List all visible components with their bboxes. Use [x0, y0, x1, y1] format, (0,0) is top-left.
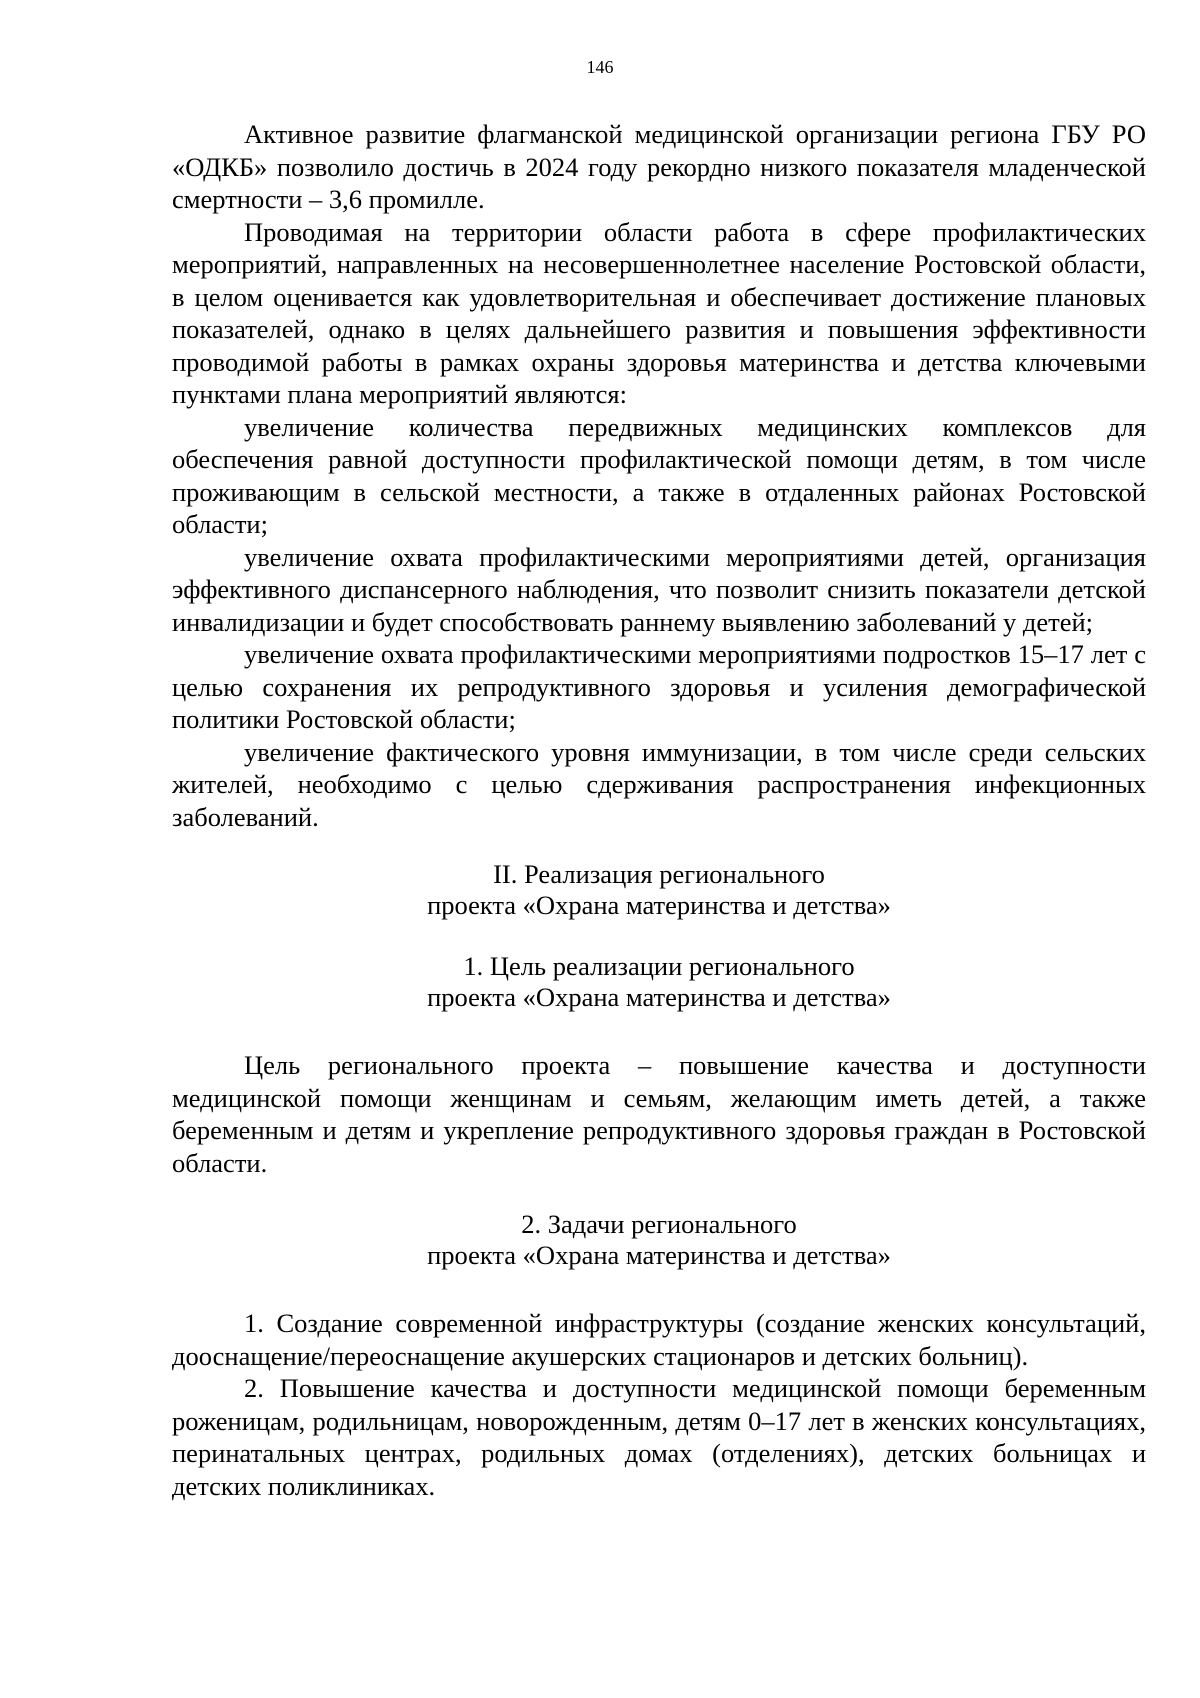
section-heading: [172, 859, 1146, 921]
task-item-quality: 2. Повышение качества и доступности медицинской помощи беременным роженицам, родильницам, новорожденным, детям 0–17 лет в женских консультациях, перинатальных центрах, родильных домах (отделениях), детских больницах и детских поликлиниках.: [172, 1373, 1146, 1501]
goal-heading: [172, 951, 1146, 1013]
paragraph-infant-mortality: Активное развитие флагманской медицинской организации региона ГБУ РО «ОДКБ» позволило достичь в 2024 году рекордно низкого показателя младенческой смертности – 3,6 промилле.: [172, 119, 1146, 214]
section-heading-line1: II. Реализация регионального: [493, 859, 825, 889]
task-item-infrastructure: 1. Создание современной инфраструктуры (создание женских консультаций, дооснащение/переоснащение акушерских стационаров и детских больниц).: [172, 1308, 1146, 1371]
list-item-immunization: увеличение фактического уровня иммунизации, в том числе среди сельских жителей, необходимо с целью сдерживания распространения инфекционных заболеваний.: [172, 736, 1146, 832]
list-item-children-coverage: увеличение охвата профилактическими мероприятиями детей, организация эффективного диспансерного наблюдения, что позволит снизить показатели детской инвалидизации и будет способствовать раннему выявлению заболеваний у детей;: [172, 541, 1146, 637]
tasks-heading-line1: 2. Задачи регионального: [521, 1209, 797, 1239]
goal-heading-line1: 1. Цель реализации регионального: [463, 951, 855, 981]
document-body: [172, 118, 1146, 1502]
page-number: 146: [586, 57, 614, 77]
tasks-heading: [172, 1209, 1146, 1271]
section-heading-line2: проекта «Охрана материнства и детства»: [427, 890, 891, 920]
list-item-mobile-complexes: увеличение количества передвижных медицинских комплексов для обеспечения равной доступности профилактической помощи детям, в том числе проживающим в сельской местности, а также в отдаленных районах Ростовской области;: [172, 411, 1146, 539]
goal-text: Цель регионального проекта – повышение качества и доступности медицинской помощи женщинам и семьям, желающим иметь детей, а также беременным и детям и укрепление репродуктивного здоровья граждан в Ростовской области.: [172, 1050, 1146, 1178]
goal-heading-line2: проекта «Охрана материнства и детства»: [427, 982, 891, 1012]
paragraph-prevention-work: Проводимая на территории области работа в сфере профилактических мероприятий, направленных на несовершеннолетнее население Ростовской области, в целом оценивается как удовлетворительная и обеспечивает достижение плановых показателей, однако в целях дальнейшего развития и повышения эффективности проводимой работы в рамках охраны здоровья материнства и детства ключевыми пунктами плана мероприятий являются:: [172, 216, 1146, 409]
list-item-teen-coverage: увеличение охвата профилактическими мероприятиями подростков 15–17 лет с целью сохранения их репродуктивного здоровья и усиления демографической политики Ростовской области;: [172, 639, 1146, 734]
tasks-heading-line2: проекта «Охрана материнства и детства»: [427, 1240, 891, 1270]
